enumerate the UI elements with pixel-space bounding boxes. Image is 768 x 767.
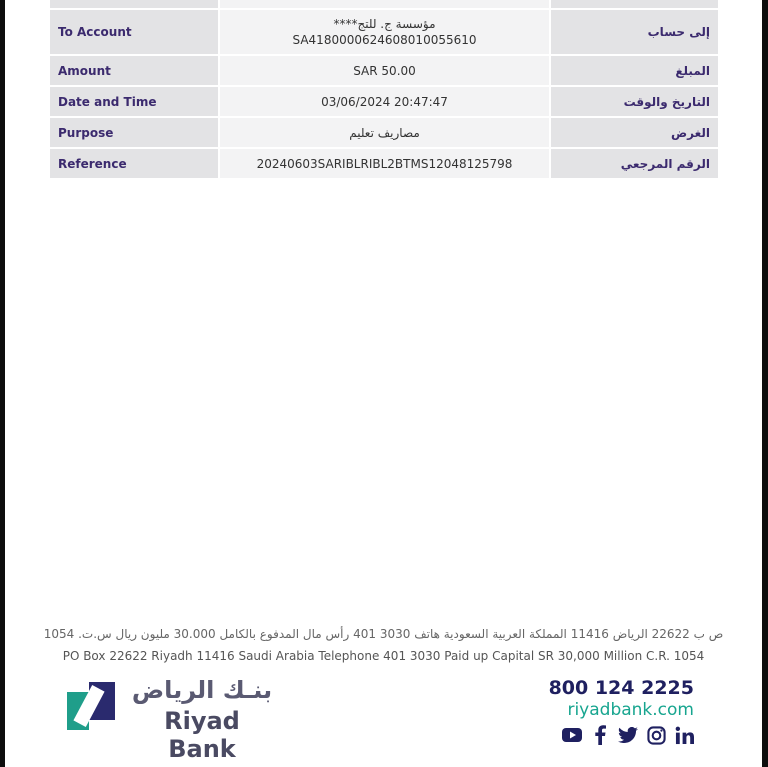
to-account-label-ar: إلى حساب	[550, 9, 718, 55]
social-icons	[562, 725, 694, 745]
table-row	[50, 9, 718, 55]
datetime-label-en: Date and Time	[50, 86, 219, 117]
purpose-label-en: Purpose	[50, 117, 219, 148]
table-row	[50, 55, 718, 86]
contact-phone: 800 124 2225	[548, 677, 694, 699]
riyad-bank-logo	[67, 682, 115, 730]
footer-address-en: PO Box 22622 Riyadh 11416 Saudi Arabia Telephone 401 3030 Paid up Capital SR 30,000 Million C.R. 1054	[62, 649, 705, 663]
reference-value: 20240603SARIBLRIBL2BTMS12048125798	[219, 148, 550, 179]
facebook-icon	[590, 725, 610, 745]
instagram-icon	[646, 725, 666, 745]
transfer-details-table	[50, 0, 718, 180]
datetime-value: 03/06/2024 20:47:47	[219, 86, 550, 117]
youtube-icon	[562, 725, 582, 745]
amount-label-ar: المبلغ	[550, 55, 718, 86]
amount-label-en: Amount	[50, 55, 219, 86]
twitter-icon	[618, 725, 638, 745]
row-label-en	[50, 0, 219, 9]
linkedin-icon	[674, 725, 694, 745]
amount-value: SAR 50.00	[219, 55, 550, 86]
document-page	[5, 0, 762, 767]
table-row	[50, 117, 718, 148]
table-row	[50, 0, 718, 9]
account-iban: SA4180000624608010055610	[292, 33, 477, 47]
table-row	[50, 86, 718, 117]
table-row	[50, 148, 718, 179]
brand-name-en: Riyad Bank	[164, 707, 240, 763]
website-link: riyadbank.com	[567, 700, 694, 720]
to-account-value	[219, 9, 550, 55]
to-account-label-en: To Account	[50, 9, 219, 55]
row-label-ar	[550, 0, 718, 9]
row-value	[219, 0, 550, 9]
brand-name-ar: بنـك الرياض	[131, 676, 273, 704]
datetime-label-ar: التاريخ والوقت	[550, 86, 718, 117]
reference-label-ar: الرقم المرجعي	[550, 148, 718, 179]
reference-label-en: Reference	[50, 148, 219, 179]
footer-address-ar: ص ب 22622 الرياض 11416 المملكة العربية السعودية هاتف 3030 401 رأس مال المدفوع بالكامل 30.000 مليون ريال س.ت. 1054	[43, 627, 724, 641]
purpose-label-ar: الغرض	[550, 117, 718, 148]
purpose-value: مصاريف تعليم	[219, 117, 550, 148]
account-name: مؤسسة ج. للتج****	[333, 17, 436, 31]
